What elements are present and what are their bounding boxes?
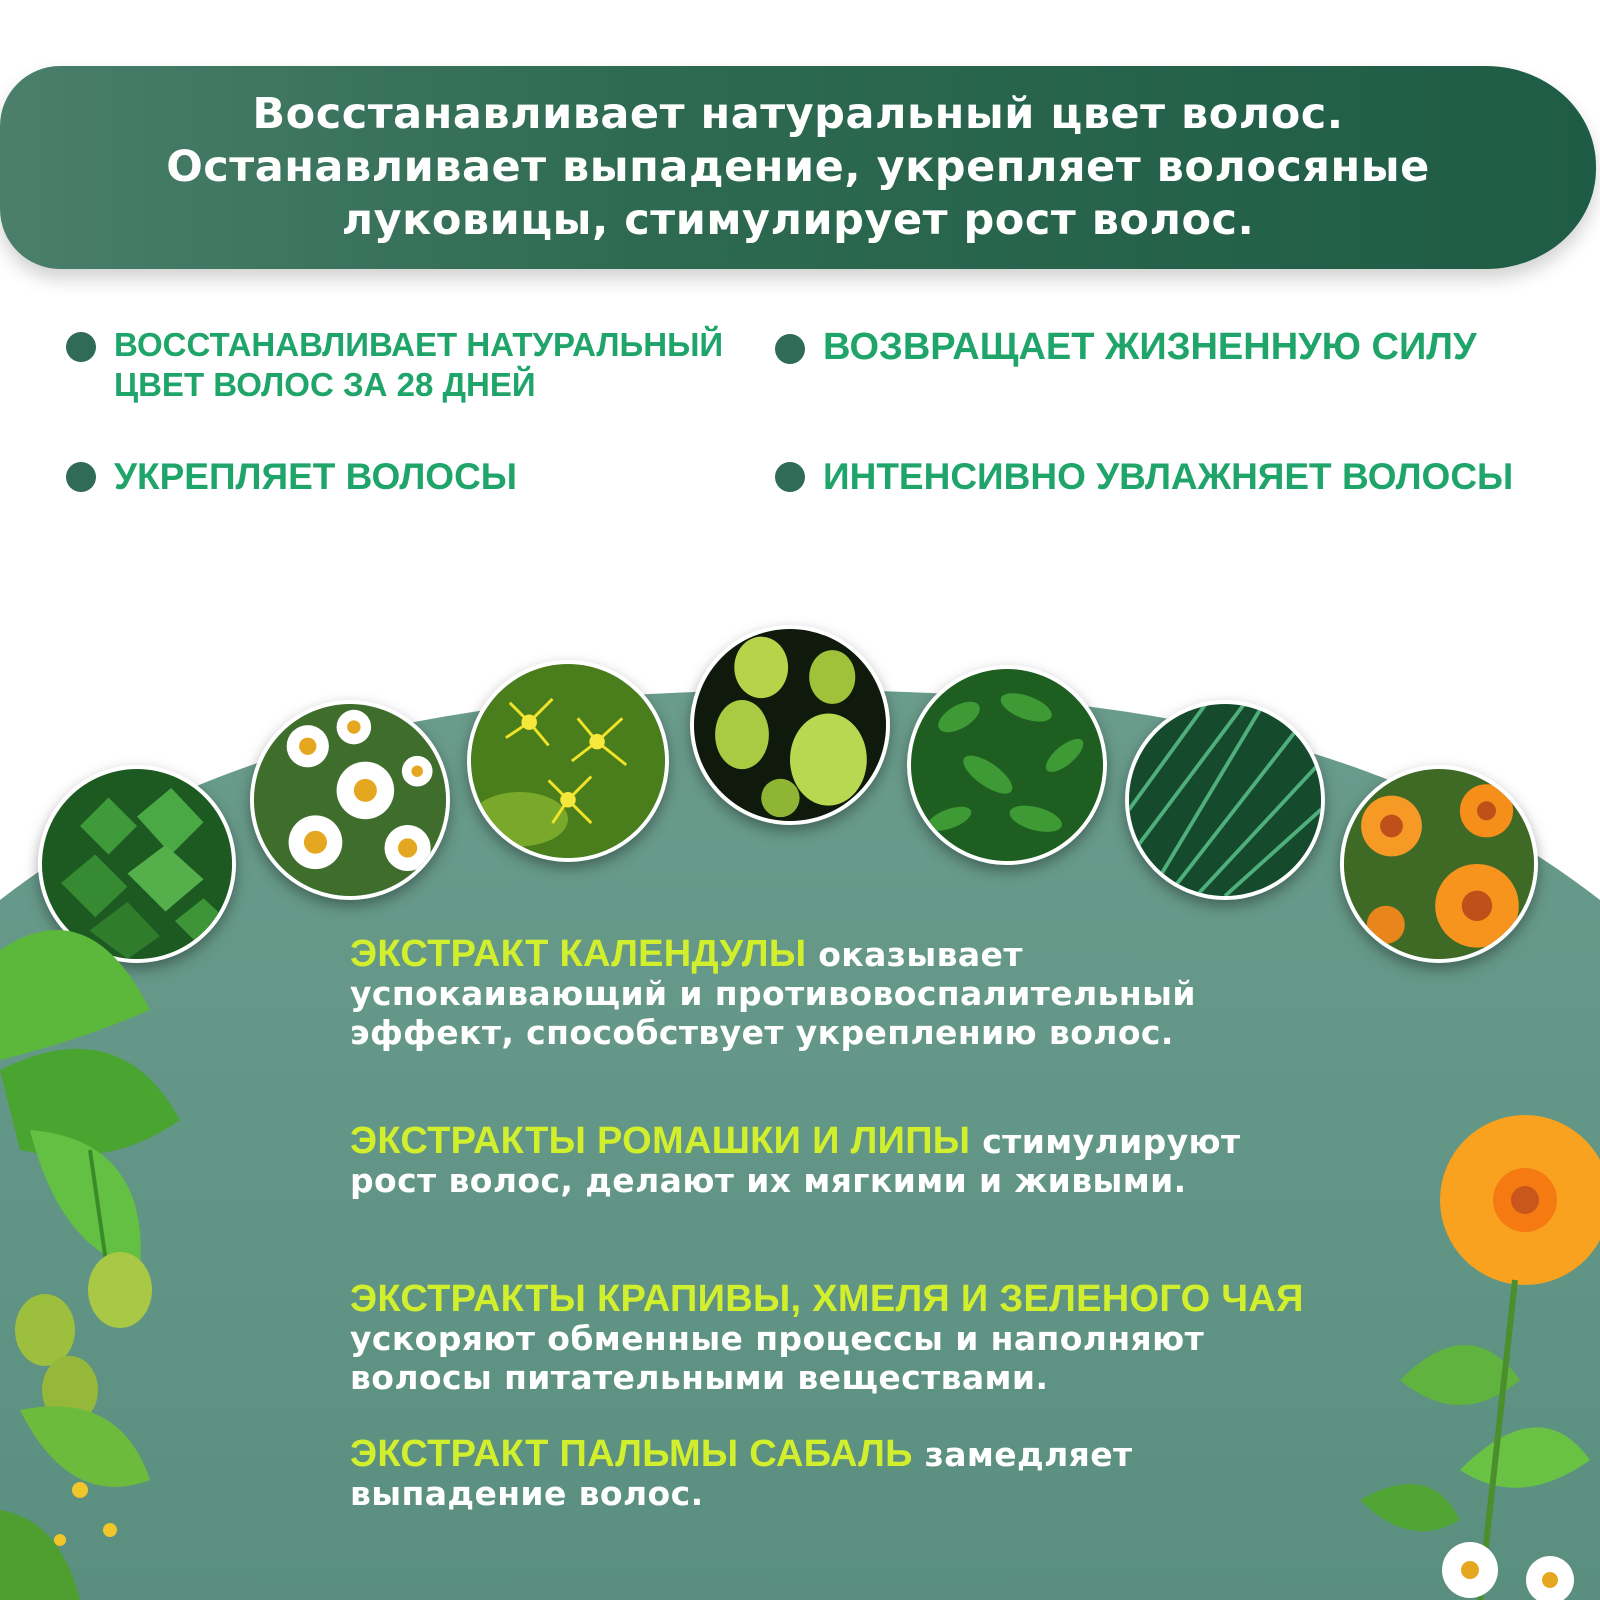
ingredient-effect: ускоряют обменные процессы и наполняют волосы питательными веществами.	[350, 1319, 1205, 1397]
ingredient-effect: стимулируют рост волос, делают их мягкими и живыми.	[350, 1122, 1241, 1200]
ingredient-name: ЭКСТРАКТ КАЛЕНДУЛЫ	[350, 933, 807, 975]
header-banner	[0, 66, 1596, 269]
bullet-dot-icon	[775, 462, 805, 492]
ingredient-effect: замедляет выпадение волос.	[350, 1435, 1133, 1513]
ingredient-name: ЭКСТРАКТЫ КРАПИВЫ, ХМЕЛЯ И ЗЕЛЕНОГО ЧАЯ	[350, 1278, 1304, 1320]
linden-image	[467, 660, 669, 862]
benefit-item	[66, 325, 754, 405]
benefit-label: УКРЕПЛЯЕТ ВОЛОСЫ	[114, 456, 518, 497]
benefit-label: ИНТЕНСИВНО УВЛАЖНЯЕТ ВОЛОСЫ	[823, 456, 1514, 497]
ingredient-name: ЭКСТРАКТ ПАЛЬМЫ САБАЛЬ	[350, 1433, 913, 1475]
decorative-flowers-right	[1340, 1050, 1600, 1600]
banner-line: Останавливает выпадение, укрепляет волосяные	[166, 142, 1430, 192]
chamomile-image	[250, 700, 450, 900]
benefit-label: ВОЗВРАЩАЕТ ЖИЗНЕННУЮ СИЛУ	[823, 326, 1477, 368]
banner-line: Восстанавливает натуральный цвет волос.	[252, 89, 1344, 139]
hops-image	[690, 625, 890, 825]
decorative-leaves-left	[0, 890, 230, 1600]
calendula-image	[1340, 765, 1538, 963]
ingredient-description	[350, 1435, 1230, 1513]
saw-palmetto-image	[1125, 700, 1325, 900]
ingredient-effect: оказывает успокаивающий и противовоспалительный эффект, способствует укреплению волос.	[350, 935, 1196, 1052]
ingredient-description	[350, 935, 1250, 1052]
bullet-dot-icon	[66, 462, 96, 492]
green-tea-image	[907, 665, 1107, 865]
bullet-dot-icon	[66, 332, 96, 362]
banner-line: луковицы, стимулирует рост волос.	[341, 195, 1255, 245]
benefit-label: ВОССТАНАВЛИВАЕТ НАТУРАЛЬНЫЙ ЦВЕТ ВОЛОС ЗА 28 ДНЕЙ	[114, 326, 724, 403]
benefit-item	[66, 455, 517, 499]
ingredient-description	[350, 1280, 1350, 1397]
benefit-item	[775, 327, 1477, 367]
ingredient-name: ЭКСТРАКТЫ РОМАШКИ И ЛИПЫ	[350, 1120, 971, 1162]
ingredient-description	[350, 1122, 1300, 1200]
banner-headline	[88, 88, 1508, 247]
benefit-item	[775, 455, 1513, 499]
bullet-dot-icon	[775, 334, 805, 364]
